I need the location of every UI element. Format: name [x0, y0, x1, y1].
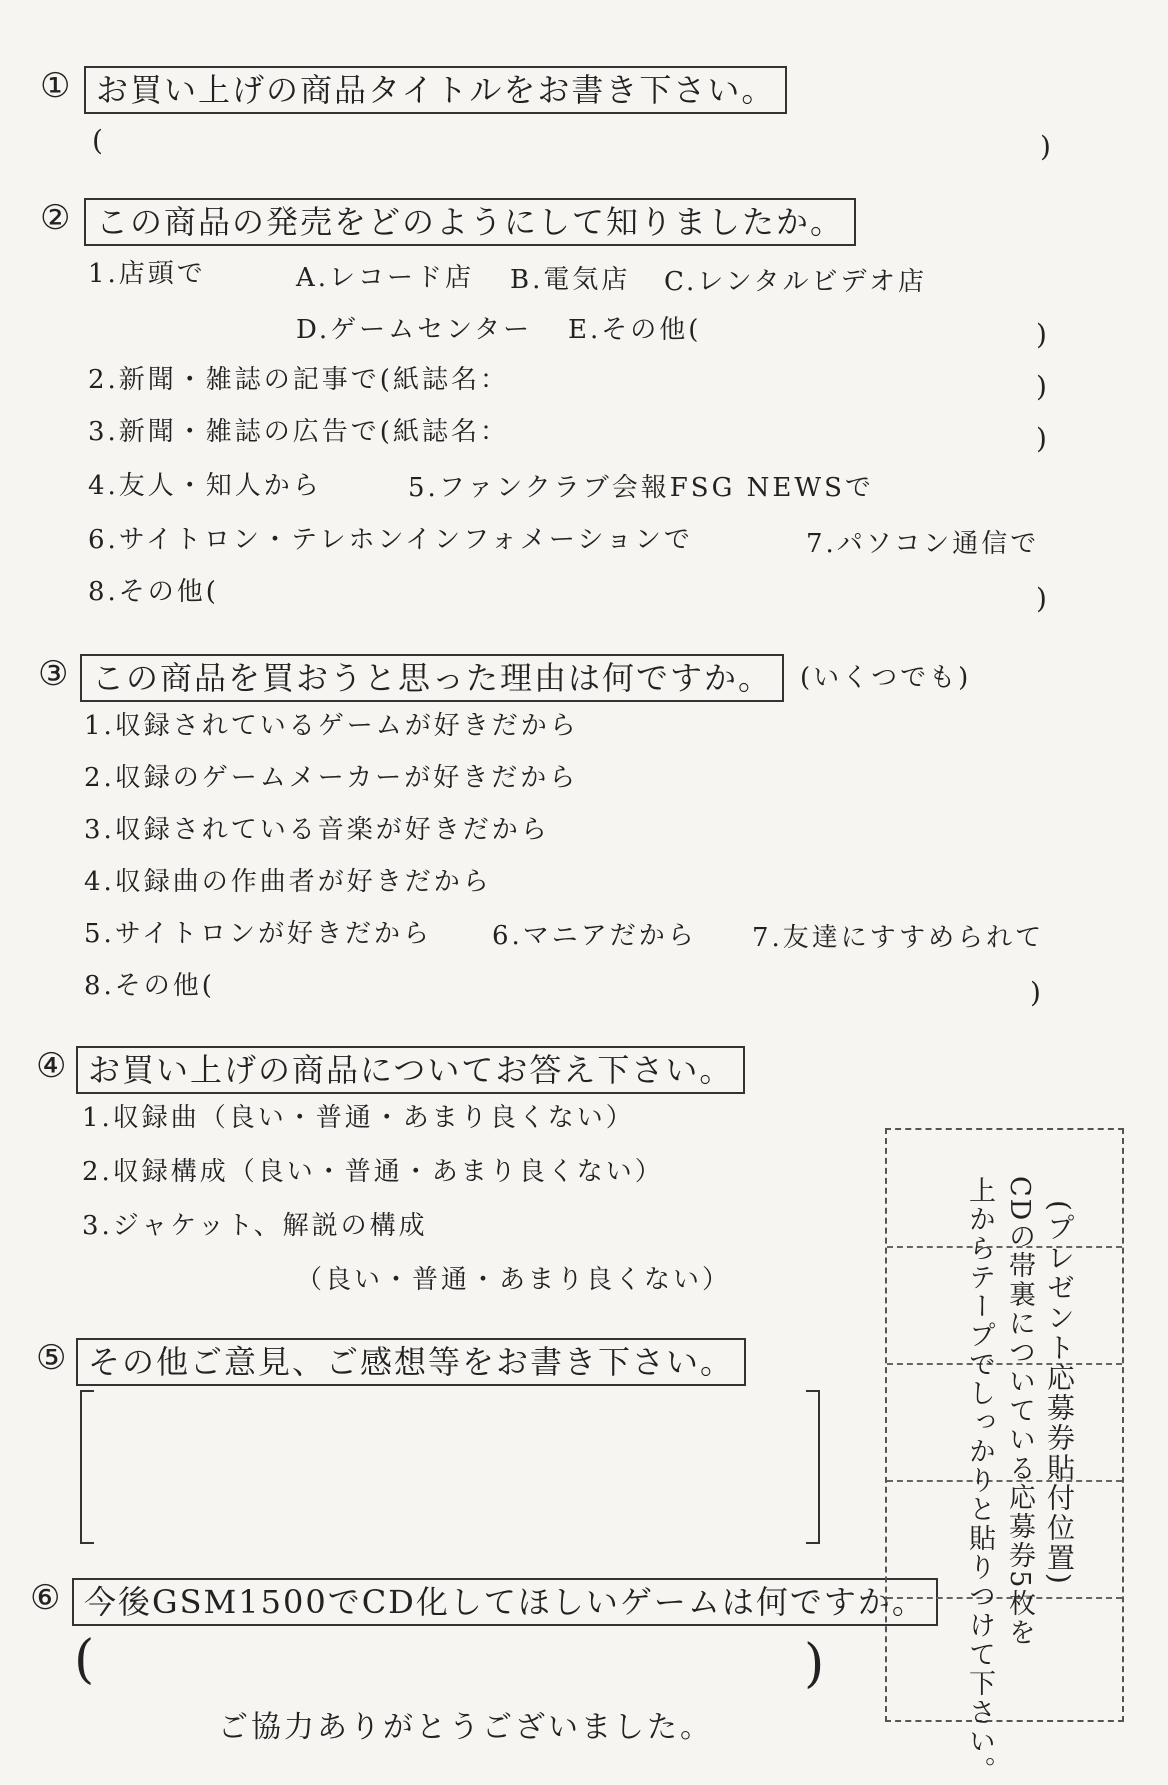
q3-option-3: 3.収録されている音楽が好きだから [84, 815, 550, 845]
q6-open-paren: ( [74, 1630, 95, 1690]
q2-option-3: 3.新聞・雑誌の広告で(紙誌名： [88, 417, 509, 447]
coupon-instruction-line-1: CDの帯裏についている応募券5枚を [1004, 1176, 1035, 1648]
q1-close-paren: ) [1040, 130, 1051, 163]
q3-note: (いくつでも) [800, 663, 972, 693]
q2-option-1e: E.その他( [568, 315, 702, 345]
q2-option-4: 4.友人・知人から [88, 471, 322, 501]
coupon-instruction-line-2: 上からテープでしっかりと貼りつけて下さい。 [964, 1176, 995, 1785]
q2-option-5: 5.ファンクラブ会報FSG NEWSで [408, 473, 874, 503]
q2-option-8: 8.その他( [88, 577, 219, 607]
q3-option-5: 5.サイトロンが好きだから [84, 919, 432, 949]
q2-option-1c: C.レンタルビデオ店 [664, 267, 928, 297]
q2-option-7: 7.パソコン通信で [806, 529, 1040, 559]
q4-option-1: 1.収録曲（良い・普通・あまり良くない） [82, 1103, 635, 1133]
q2-title: この商品の発売をどのようにして知りましたか。 [84, 198, 856, 246]
q5-number: ⑤ [36, 1338, 67, 1378]
q1-number: ① [40, 66, 71, 106]
q2-option-1: 1.店頭で [88, 259, 206, 289]
q6-number: ⑥ [30, 1578, 61, 1618]
q2-option-3-close: ) [1036, 422, 1047, 455]
q4-option-3: 3.ジャケット、解説の構成 [82, 1211, 428, 1241]
q3-option-8-close: ) [1030, 976, 1041, 1009]
q3-option-2: 2.収録のゲームメーカーが好きだから [84, 763, 579, 793]
q1-open-paren: ( [92, 124, 103, 157]
q3-option-7: 7.友達にすすめられて [752, 923, 1045, 953]
coupon-paste-area [885, 1128, 1124, 1785]
q3-option-4: 4.収録曲の作曲者が好きだから [84, 867, 492, 897]
coupon-title: (プレゼント応募券貼付位置) [1043, 1200, 1076, 1586]
q2-option-1a: A.レコード店 [296, 263, 475, 293]
q4-option-3-rating: （良い・普通・あまり良くない） [296, 1265, 732, 1295]
q2-option-1b: B.電気店 [510, 265, 631, 295]
q3-option-1: 1.収録されているゲームが好きだから [84, 711, 579, 741]
comment-bracket-left [80, 1390, 94, 1544]
q3-option-8: 8.その他( [84, 971, 215, 1001]
q1-title: お買い上げの商品タイトルをお書き下さい。 [84, 66, 787, 114]
q3-option-6: 6.マニアだから [492, 921, 697, 951]
q3-title: この商品を買おうと思った理由は何ですか。 [80, 654, 784, 702]
q2-option-2-close: ) [1036, 370, 1047, 403]
q2-option-2: 2.新聞・雑誌の記事で(紙誌名： [88, 365, 509, 395]
q4-number: ④ [36, 1046, 67, 1086]
thanks-message: ご協力ありがとうございました。 [218, 1710, 713, 1745]
q2-option-6: 6.サイトロン・テレホンインフォメーションで [88, 525, 693, 555]
q5-title: その他ご意見、ご感想等をお書き下さい。 [76, 1338, 746, 1386]
comment-area[interactable] [80, 1390, 820, 1540]
q4-option-2: 2.収録構成（良い・普通・あまり良くない） [82, 1157, 664, 1187]
q3-number: ③ [38, 654, 69, 694]
q2-option-8-close: ) [1036, 582, 1047, 615]
q2-option-1e-close: ) [1036, 318, 1047, 351]
comment-bracket-right [806, 1390, 820, 1544]
q6-title: 今後GSM1500でCD化してほしいゲームは何ですか。 [72, 1578, 938, 1626]
q2-option-1d: D.ゲームセンター [296, 315, 533, 345]
q4-title: お買い上げの商品についてお答え下さい。 [76, 1046, 745, 1094]
q2-number: ② [40, 198, 71, 238]
q6-close-paren: ) [804, 1634, 825, 1694]
